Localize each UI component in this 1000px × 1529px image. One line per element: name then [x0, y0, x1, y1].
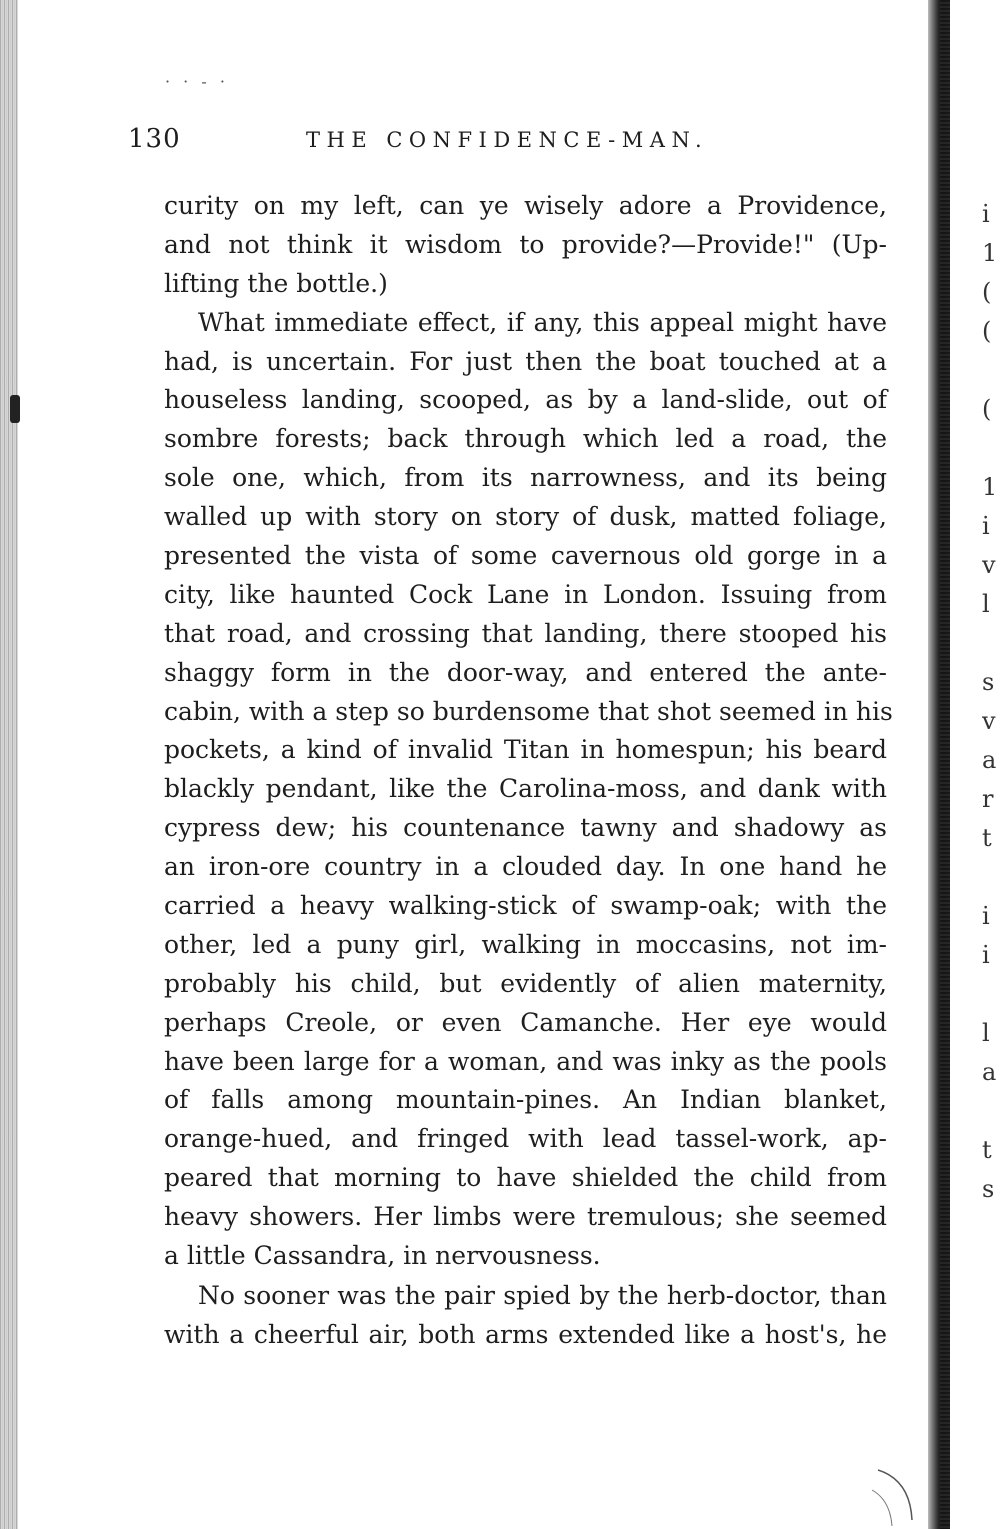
edge-letter	[982, 351, 1000, 390]
text-line: sole one, which, from its narrowness, and its being	[164, 463, 887, 493]
page-curl-mark	[870, 1460, 930, 1529]
text-line: houseless landing, scooped, as by a land-slide, out of	[164, 385, 887, 415]
edge-letter: s	[982, 668, 995, 696]
text-line: had, is uncertain. For just then the boat touched at a	[164, 346, 887, 376]
edge-letter: l	[982, 590, 990, 618]
text-line: blackly pendant, like the Carolina-moss, and dank with	[164, 774, 887, 804]
running-title: THE CONFIDENCE-MAN.	[306, 128, 709, 152]
text-line: walled up with story on story of dusk, matted foliage,	[164, 502, 887, 532]
edge-letter: v	[982, 551, 996, 579]
edge-letter: s	[982, 1175, 995, 1203]
stray-ink-marks: · · - ·	[165, 72, 229, 91]
text-line: heavy showers. Her limbs were tremulous; she seemed	[164, 1202, 887, 1232]
edge-letter: (	[982, 317, 992, 345]
text-line: carried a heavy walking-stick of swamp-oak; with the	[164, 891, 887, 921]
next-page-edge-text	[982, 195, 1000, 1209]
edge-letter: i	[982, 902, 990, 930]
edge-letter: r	[982, 785, 994, 813]
text-line: of falls among mountain-pines. An Indian blanket,	[164, 1085, 887, 1115]
left-binding-shadow	[0, 0, 18, 1529]
edge-letter: v	[982, 707, 996, 735]
edge-letter: a	[982, 1058, 997, 1086]
body-text	[164, 187, 893, 1355]
edge-letter	[982, 858, 1000, 897]
text-line: curity on my left, can ye wisely adore a Providence,	[164, 191, 887, 220]
edge-letter: 1	[982, 239, 998, 267]
edge-letter: i	[982, 512, 990, 540]
text-line: that road, and crossing that landing, there stooped his	[164, 618, 887, 648]
edge-letter: t	[982, 1136, 992, 1164]
text-line: pockets, a kind of invalid Titan in homespun; his beard	[164, 735, 887, 765]
text-line: shaggy form in the door-way, and entered the ante-	[164, 657, 887, 687]
edge-letter: t	[982, 824, 992, 852]
text-line: and not think it wisdom to provide?—Provide!" (Up-	[164, 229, 887, 259]
text-line: lifting the bottle.)	[164, 268, 388, 298]
binding-mark	[10, 395, 20, 423]
edge-letter: 1	[982, 473, 998, 501]
text-line: peared that morning to have shielded the child from	[164, 1163, 887, 1193]
edge-letter: (	[982, 395, 992, 423]
edge-letter: i	[982, 941, 990, 969]
edge-letter	[982, 429, 1000, 468]
edge-letter: (	[982, 278, 992, 306]
right-binding-edge	[940, 0, 950, 1529]
edge-letter	[982, 1092, 1000, 1131]
page-header	[128, 124, 848, 164]
text-line: have been large for a woman, and was inky as the pools	[164, 1046, 887, 1076]
text-line: cypress dew; his countenance tawny and shadowy as	[164, 813, 887, 843]
text-line: with a cheerful air, both arms extended like a host's, he	[164, 1319, 887, 1349]
edge-letter: a	[982, 746, 997, 774]
text-line: orange-hued, and fringed with lead tassel-work, ap-	[164, 1124, 887, 1154]
edge-letter	[982, 624, 1000, 663]
text-line: cabin, with a step so burdensome that shot seemed in his	[164, 696, 893, 726]
text-line: an iron-ore country in a clouded day. In one hand he	[164, 852, 887, 882]
text-line: probably his child, but evidently of alien maternity,	[164, 968, 887, 998]
edge-letter: i	[982, 200, 990, 228]
page-number: 130	[128, 124, 181, 154]
text-line: What immediate effect, if any, this appeal might have	[198, 307, 887, 337]
text-line: other, led a puny girl, walking in moccasins, not im-	[164, 929, 887, 959]
text-line: sombre forests; back through which led a road, the	[164, 424, 887, 454]
text-line: city, like haunted Cock Lane in London. Issuing from	[164, 579, 887, 609]
text-line: presented the vista of some cavernous old gorge in a	[164, 541, 887, 571]
edge-letter	[982, 975, 1000, 1014]
text-line: a little Cassandra, in nervousness.	[164, 1241, 601, 1271]
edge-letter: l	[982, 1019, 990, 1047]
text-line: perhaps Creole, or even Camanche. Her eye would	[164, 1007, 887, 1037]
text-line: No sooner was the pair spied by the herb-doctor, than	[198, 1280, 887, 1310]
